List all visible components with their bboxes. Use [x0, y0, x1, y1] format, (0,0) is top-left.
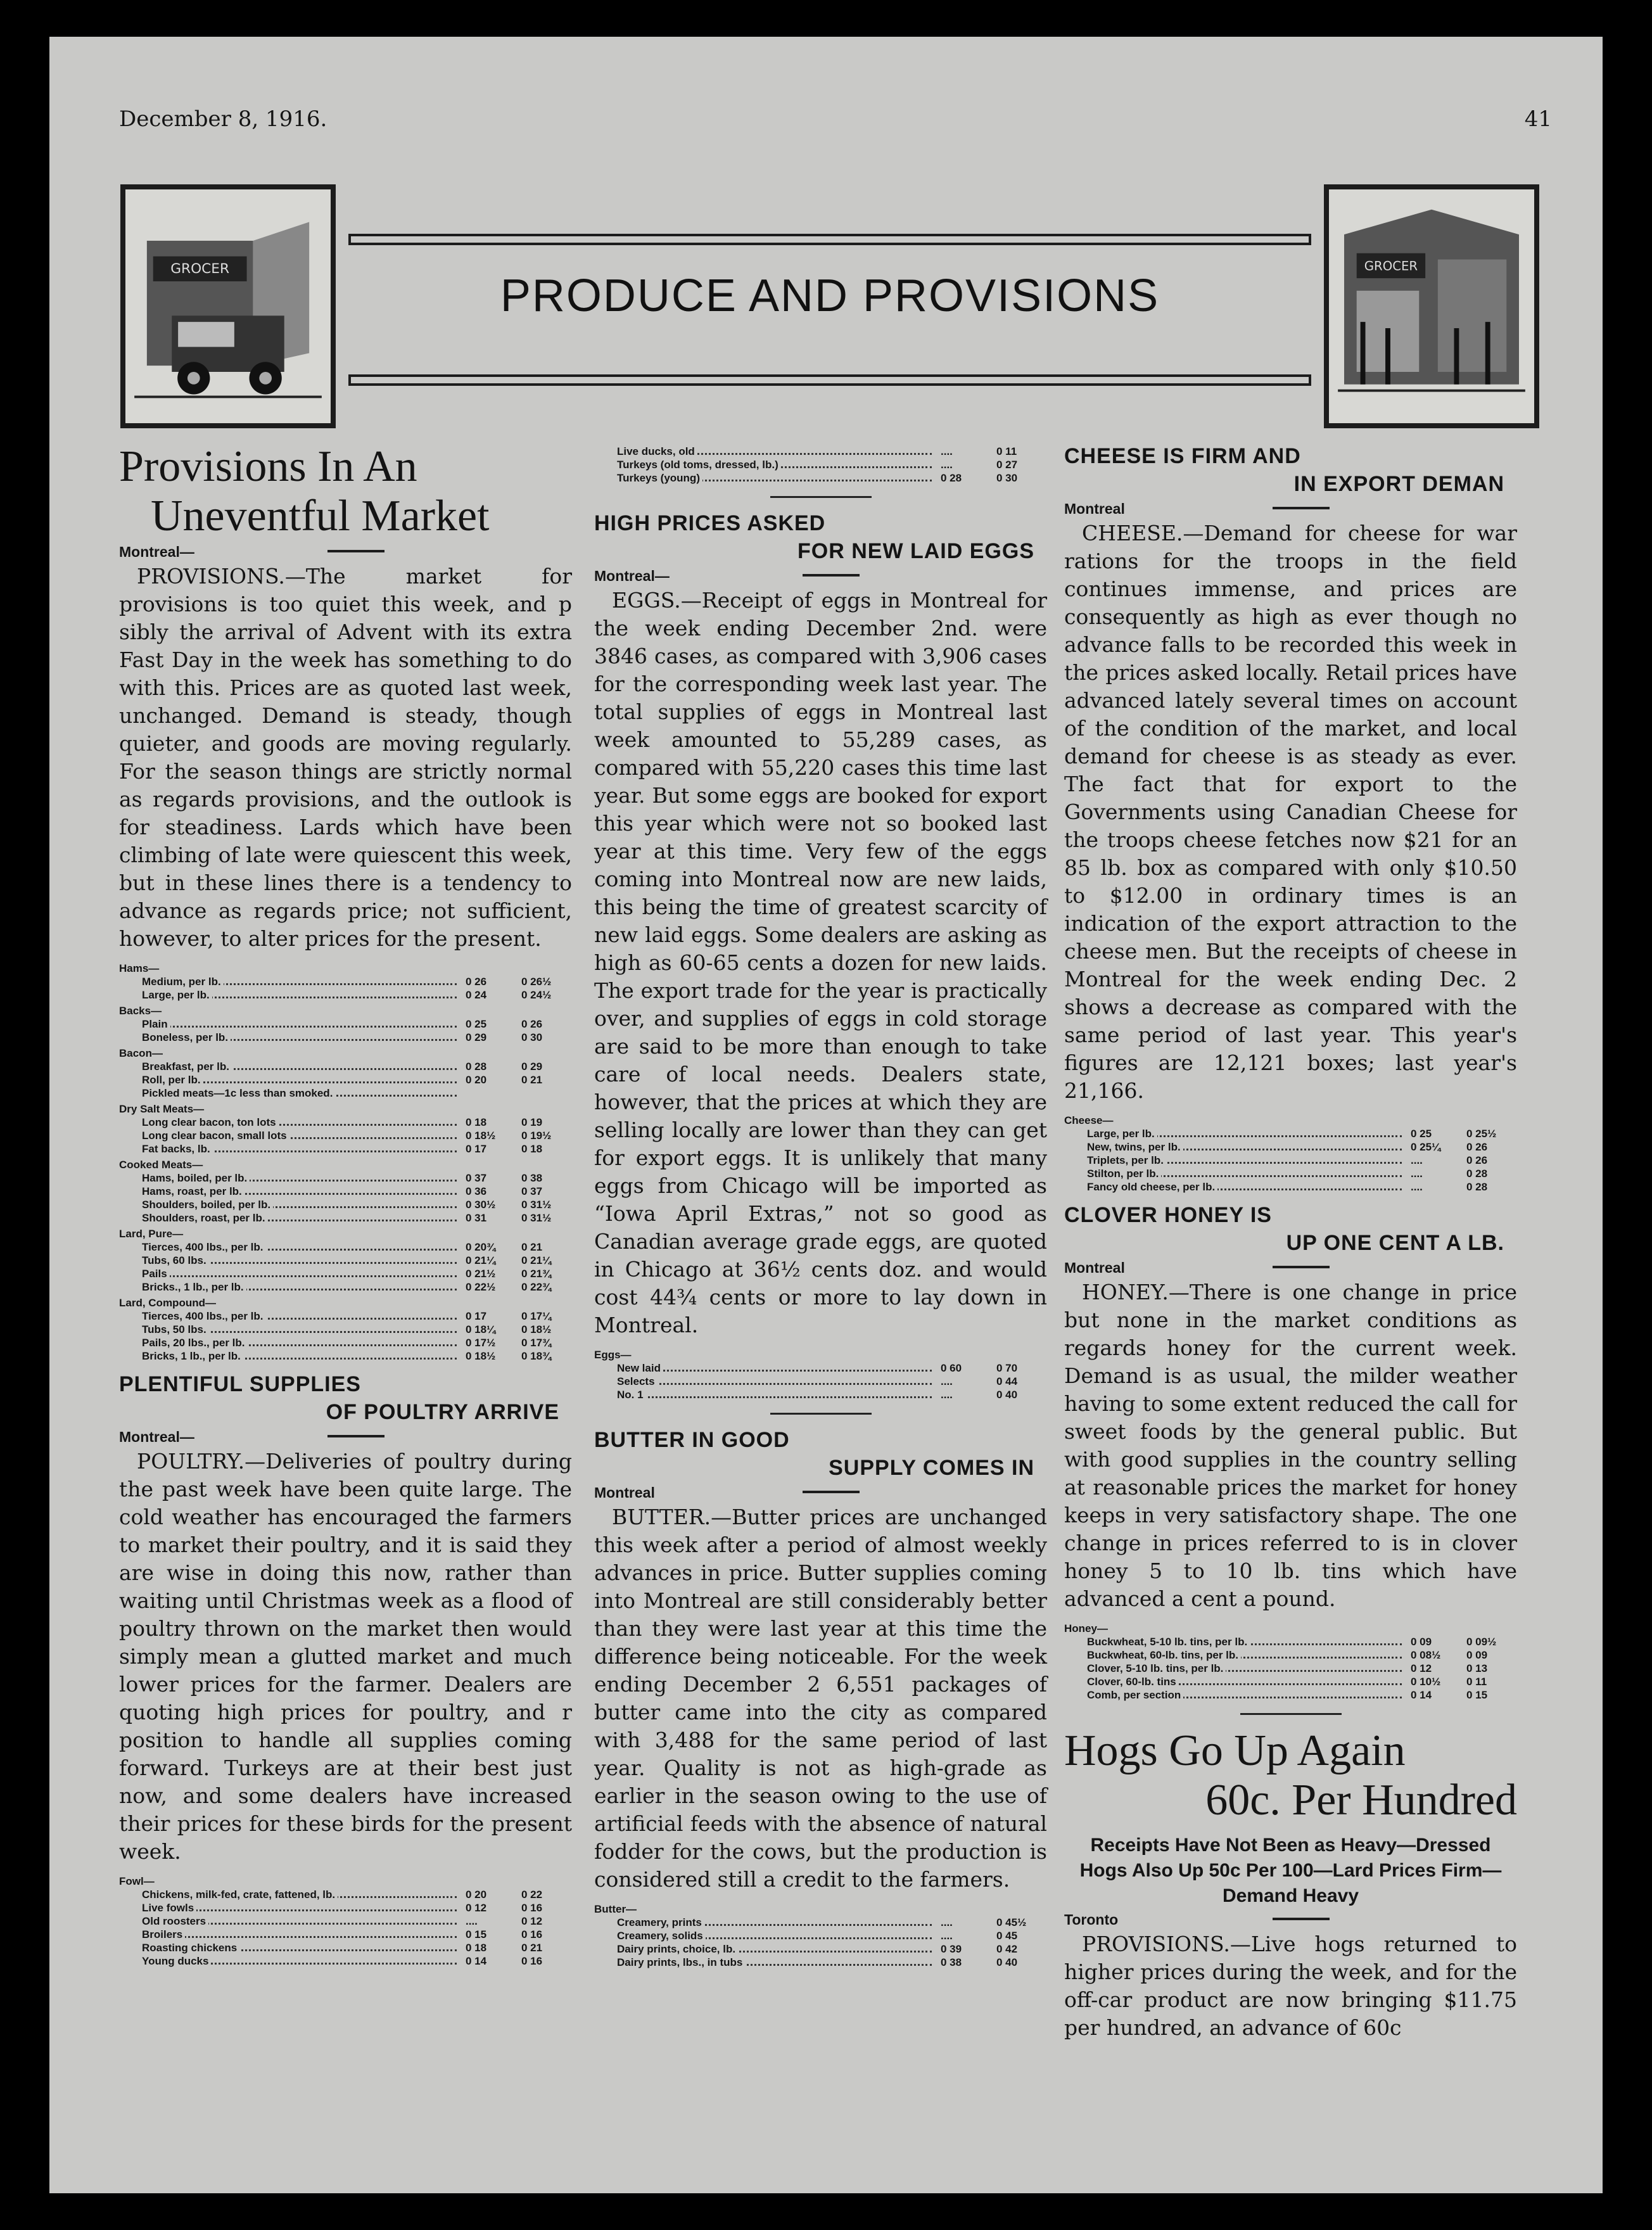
price-high: 0 11 — [1466, 1676, 1487, 1688]
price-high: 0 21 — [521, 1074, 543, 1086]
price-group-row — [119, 1225, 572, 1240]
eggs-article: EGGS.—Receipt of eggs in Montreal for the week ending December 2nd. were 3846 cases, as compared with 3,906 cases for the corresponding week last year. The total supplies of eggs in Montreal last week amounted to 55,289 cases, as compared with 55,220 cases this time last year. But some eggs are booked for export this year which were not so booked last year at this time. Very few of the eggs coming into Montreal now are new laids, this being the time of greatest scarcity of new laid eggs. Some dealers are asking as high as 60-65 cents a dozen for new laids. The export trade for the year is practically over, and supplies of eggs in cold storage are said to be more than enough to take care of local needs. Dealers state, however, that the prices at which they are selling locally are lower than they can get for export eggs. It is unlikely that many eggs from Chicago will be imported as “Iowa April Extras,” not so good as Canadian average grade eggs, are quoted in Chicago at 36½ cents doz. and would cost 44¾ cents or more to lay down in Montreal. — [594, 588, 1047, 1337]
price-item-label: Stilton, per lb. — [1064, 1168, 1161, 1180]
price-row — [1064, 1154, 1517, 1167]
price-row — [594, 1956, 1047, 1969]
price-row — [119, 1915, 572, 1928]
price-item-label: New, twins, per lb. — [1064, 1141, 1183, 1153]
price-item-label: Hams, boiled, per lb. — [119, 1172, 250, 1184]
price-row — [119, 1031, 572, 1044]
price-low: 0 15 — [466, 1928, 487, 1940]
price-item-label: Hams, roast, per lb. — [119, 1185, 245, 1197]
price-row — [119, 1280, 572, 1294]
price-item-label: New laid — [594, 1362, 663, 1374]
honey-dateline: Montreal — [1064, 1259, 1517, 1276]
banner-rule-top — [348, 234, 1311, 245]
price-low: 0 20 — [466, 1074, 487, 1086]
price-low: 0 20 — [466, 1889, 487, 1901]
price-item-label: Tierces, 400 lbs., per lb. — [119, 1310, 266, 1322]
column-separator — [1240, 1713, 1342, 1715]
cheese-price-table — [1064, 1111, 1517, 1194]
price-row — [1064, 1675, 1517, 1688]
price-low: 0 18½ — [466, 1350, 496, 1362]
price-row — [119, 1211, 572, 1225]
price-item-label: Fat backs, lb. — [119, 1143, 213, 1155]
poultry-headline-line-1: PLENTIFUL SUPPLIES — [119, 1372, 361, 1396]
hogs-headline-line-2: 60c. Per Hundred — [1205, 1776, 1517, 1825]
price-low: 0 08½ — [1411, 1649, 1441, 1661]
hogs-deck: Receipts Have Not Been as Heavy—Dressed Hogs Also Up 50c Per 100—Lard Prices Firm—Demand Heavy — [1079, 1835, 1502, 1906]
price-low: 0 31 — [466, 1212, 487, 1224]
price-high: 0 19 — [521, 1116, 543, 1128]
butter-headline — [594, 1426, 1047, 1482]
section-banner — [120, 184, 1539, 428]
price-row — [1064, 1127, 1517, 1140]
price-group-row — [119, 1294, 572, 1309]
price-high: 0 17¾ — [521, 1337, 552, 1349]
price-low: .... — [941, 459, 953, 471]
price-item-label: Turkeys (young) — [594, 472, 702, 484]
price-item-label: Bricks., 1 lb., per lb. — [119, 1281, 246, 1293]
price-low: 0 18¼ — [466, 1323, 496, 1335]
price-low: .... — [466, 1915, 478, 1927]
price-item-label: Medium, per lb. — [119, 976, 224, 988]
price-low: .... — [941, 1375, 953, 1387]
price-group-row — [119, 1044, 572, 1060]
price-high: 0 70 — [996, 1362, 1018, 1374]
poultry-headline-line-2: OF POULTRY ARRIVE — [326, 1400, 559, 1424]
price-low: 0 36 — [466, 1185, 487, 1197]
price-low: 0 17 — [466, 1143, 487, 1155]
price-item-label: Turkeys (old toms, dressed, lb.) — [594, 459, 781, 471]
price-row — [119, 1240, 572, 1254]
price-row — [119, 1073, 572, 1086]
grocer-truck-illustration — [120, 184, 336, 428]
price-high: 0 16 — [521, 1902, 543, 1914]
price-high: 0 19½ — [521, 1130, 552, 1142]
price-low: 0 24 — [466, 989, 487, 1001]
price-item-label: Long clear bacon, ton lots — [119, 1116, 279, 1128]
price-high: 0 18½ — [521, 1323, 552, 1335]
price-high: 0 24½ — [521, 989, 552, 1001]
price-item-label: Chickens, milk-fed, crate, fattened, lb. — [119, 1889, 338, 1901]
price-high: 0 45½ — [996, 1916, 1027, 1928]
price-row — [119, 1017, 572, 1031]
price-low: 0 12 — [1411, 1662, 1432, 1674]
grocer-truck-icon — [133, 197, 323, 416]
price-low: 0 20¾ — [466, 1241, 496, 1253]
poultry-headline — [119, 1370, 572, 1426]
hogs-headline — [1064, 1726, 1517, 1825]
price-group-label: Bacon— — [119, 1047, 163, 1059]
price-high: 0 25½ — [1466, 1128, 1497, 1140]
price-row — [594, 1929, 1047, 1942]
price-low: 0 25 — [1411, 1128, 1432, 1140]
price-group-label: Cheese— — [1064, 1114, 1114, 1126]
price-group-label: Butter— — [594, 1903, 637, 1915]
cheese-headline-line-1: CHEESE IS FIRM AND — [1064, 444, 1301, 468]
price-row — [119, 1323, 572, 1336]
grocer-store-icon — [1337, 197, 1527, 416]
page-number: 41 — [1524, 106, 1552, 132]
price-low: 0 29 — [466, 1031, 487, 1043]
price-item-label: Live fowls — [119, 1902, 196, 1914]
svg-text:GROCER: GROCER — [170, 261, 230, 277]
price-high: 0 11 — [996, 445, 1017, 457]
banner-title-frame — [348, 184, 1311, 428]
svg-text:GROCER: GROCER — [1364, 258, 1418, 274]
price-row — [1064, 1688, 1517, 1702]
butter-article: BUTTER.—Butter prices are unchanged this week after a period of almost weekly advances in price. Butter supplies coming into Montreal are still considerably better than they were last year at this time the difference being noticeable. For the week ending December 2 6,551 packages of butter came into the city as compared with 3,488 for the same period of last year. Quality is not as high-grade as earlier in the season owing to the use of artificial feeds with the absence of natural fodder for the cows, but the production is considered still a credit to the farmers. — [594, 1505, 1047, 1892]
price-high: 0 09 — [1466, 1649, 1488, 1661]
price-row — [119, 975, 572, 988]
price-item-label: Shoulders, roast, per lb. — [119, 1212, 268, 1224]
price-item-label: Old roosters — [119, 1915, 208, 1927]
provisions-article: PROVISIONS.—The market for provisions is too quiet this week, and p sibly the arrival of Advent with its extra Fast Day in the week has something to do with this. Prices are as quoted last week, unchanged. Demand is steady, though quieter, and goods are moving regularly. For the season things are strictly normal as regards provisions, and the outlook is for steadiness. Lards which have been climbing of late were quiescent this week, but in these lines there is a tendency to advance as regards price; not sufficient, however, to alter prices for the present. — [119, 564, 572, 951]
price-row — [594, 1375, 1047, 1388]
price-low: 0 18 — [466, 1942, 487, 1954]
cheese-headline-line-2: IN EXPORT DEMAN — [1293, 472, 1504, 496]
section-title: PRODUCE AND PROVISIONS — [500, 271, 1160, 321]
hogs-article: PROVISIONS.—Live hogs returned to higher prices during the week, and for the off-car product are now bringing $11.75 per hundred, an advance of 60c — [1064, 1932, 1517, 2040]
price-row — [119, 1086, 572, 1100]
poultry-price-table — [119, 1872, 572, 1968]
ducks-turkeys-price-table — [594, 445, 1047, 485]
honey-article: HONEY.—There is one change in price but none in the market conditions as regards honey for the current week. Demand is as usual, the milder weather having to some extent reduced the call for sweet foods by the general public. But with good supplies in the country selling at reasonable prices the market for honey keeps in very satisfactory shape. The one change in prices referred to is in clover honey 5 to 10 lb. tins which have advanced a cent a pound. — [1064, 1280, 1517, 1611]
price-low: 0 14 — [466, 1955, 487, 1967]
price-group-label: Backs— — [119, 1005, 162, 1017]
price-item-label: Large, per lb. — [119, 989, 212, 1001]
price-high: 0 42 — [996, 1943, 1018, 1955]
cheese-article: CHEESE.—Demand for cheese for war rations for the troops in the field continues immense, and prices are consequently as high as ever though no advance falls to be recorded this week in the prices asked locally. Retail prices have advanced lately several times on account of the condition of the market, and local demand for cheese is as steady as ever. The fact that for export to the Governments using Canadian Cheese for the troops cheese fetches now $21 for an 85 lb. box as compared with only $10.50 to $12.00 in ordinary times is an indication of the export attraction to the cheese men. But the receipts of cheese in Montreal for the week ending Dec. 2 shows a decrease as compared with the same period of last year. This year's figures are 12,121 boxes; last year's 21,166. — [1064, 521, 1517, 1103]
eggs-price-table — [594, 1346, 1047, 1401]
column-1 — [119, 442, 572, 1975]
provisions-headline-line-2: Uneventful Market — [151, 492, 490, 540]
price-row — [1064, 1167, 1517, 1180]
price-high: 0 26½ — [521, 976, 552, 988]
price-high: 0 38 — [521, 1172, 543, 1184]
price-high: 0 18¾ — [521, 1350, 552, 1362]
price-group-label: Cooked Meats— — [119, 1159, 203, 1171]
price-group-row — [119, 1002, 572, 1017]
price-item-label: Live ducks, old — [594, 445, 697, 457]
price-high: 0 21 — [521, 1241, 543, 1253]
price-item-label: Long clear bacon, small lots — [119, 1130, 289, 1142]
price-item-label: Tierces, 400 lbs., per lb. — [119, 1241, 266, 1253]
price-row — [119, 1171, 572, 1185]
poultry-dateline: Montreal— — [119, 1429, 572, 1445]
price-row — [119, 1336, 572, 1349]
price-item-label: Shoulders, boiled, per lb. — [119, 1199, 273, 1211]
price-item-label: Roll, per lb. — [119, 1074, 203, 1086]
price-item-label: Creamery, prints — [594, 1916, 704, 1928]
price-low: .... — [1411, 1154, 1423, 1166]
honey-price-table — [1064, 1619, 1517, 1702]
price-item-label: Buckwheat, 60-lb. tins, per lb. — [1064, 1649, 1241, 1661]
price-high: 0 37 — [521, 1185, 543, 1197]
price-item-label: Young ducks — [119, 1955, 211, 1967]
price-high: 0 22 — [521, 1889, 543, 1901]
hogs-headline-line-1: Hogs Go Up Again — [1064, 1726, 1406, 1775]
price-low: 0 17 — [466, 1310, 487, 1322]
price-group-label: Lard, Compound— — [119, 1297, 216, 1309]
price-row — [119, 1185, 572, 1198]
price-high: 0 31½ — [521, 1199, 552, 1211]
price-high: 0 29 — [521, 1061, 543, 1073]
price-low: 0 37 — [466, 1172, 487, 1184]
price-high: 0 45 — [996, 1930, 1018, 1942]
price-group-row — [1064, 1111, 1517, 1127]
price-row — [594, 1916, 1047, 1929]
price-group-label: Lard, Pure— — [119, 1228, 184, 1240]
price-row — [119, 988, 572, 1002]
price-item-label: Clover, 60-lb. tins — [1064, 1676, 1179, 1688]
provisions-headline — [119, 442, 572, 541]
price-row — [1064, 1180, 1517, 1194]
price-low: 0 21¼ — [466, 1254, 496, 1266]
column-3 — [1064, 442, 1517, 2048]
price-item-label: Fancy old cheese, per lb. — [1064, 1181, 1217, 1193]
price-group-row — [594, 1900, 1047, 1916]
price-high: 0 15 — [1466, 1689, 1488, 1701]
price-item-label: Tubs, 50 lbs. — [119, 1323, 209, 1335]
price-row — [1064, 1635, 1517, 1648]
price-row — [594, 1361, 1047, 1375]
price-low: 0 38 — [941, 1956, 962, 1968]
price-item-label: Dairy prints, lbs., in tubs — [594, 1956, 745, 1968]
price-row — [1064, 1662, 1517, 1675]
price-high: 0 18 — [521, 1143, 543, 1155]
price-group-row — [119, 1872, 572, 1888]
price-item-label: Selects — [594, 1375, 658, 1387]
price-row — [119, 1254, 572, 1267]
price-low: 0 21½ — [466, 1268, 496, 1280]
price-low — [461, 1086, 516, 1100]
price-high: 0 21¼ — [521, 1254, 552, 1266]
price-low: 0 39 — [941, 1943, 962, 1955]
price-low: 0 22½ — [466, 1281, 496, 1293]
eggs-headline-line-2: FOR NEW LAID EGGS — [797, 539, 1034, 563]
price-item-label: Buckwheat, 5-10 lb. tins, per lb. — [1064, 1636, 1250, 1648]
price-low: .... — [1411, 1168, 1423, 1180]
price-item-label: Broilers — [119, 1928, 185, 1940]
price-high: 0 16 — [521, 1955, 543, 1967]
price-low: 0 18½ — [466, 1130, 496, 1142]
column-separator — [770, 496, 872, 498]
price-low: 0 28 — [466, 1061, 487, 1073]
price-high: 0 09½ — [1466, 1636, 1497, 1648]
price-item-label: Triplets, per lb. — [1064, 1154, 1166, 1166]
provisions-price-table — [119, 959, 572, 1363]
price-low: 0 60 — [941, 1362, 962, 1374]
price-high: 0 16 — [521, 1928, 543, 1940]
price-low: 0 12 — [466, 1902, 487, 1914]
price-high: 0 26 — [1466, 1141, 1488, 1153]
poultry-article: POULTRY.—Deliveries of poultry during the past week have been quite large. The cold weather has encouraged the farmers to market their poultry, and it is said they are wise in doing this now, rather than waiting until Christmas week as a flood of poultry thrown on the market then would simply mean a glutted market and much lower prices for the farmer. Dealers are quoting high prices for poultry, and r position to handle all supplies coming forward. Turkeys are at their best just now, and some dealers have increased their prices for these birds for the present week. — [119, 1449, 572, 1864]
price-high: 0 28 — [1466, 1181, 1488, 1193]
price-high — [516, 1086, 572, 1100]
price-low: .... — [941, 445, 953, 457]
price-low: .... — [941, 1389, 953, 1401]
price-item-label: Pickled meats—1c less than smoked. — [119, 1087, 335, 1099]
price-row — [119, 1060, 572, 1073]
price-row — [119, 1309, 572, 1323]
price-low: .... — [941, 1916, 953, 1928]
price-item-label: Clover, 5-10 lb. tins, per lb. — [1064, 1662, 1226, 1674]
grocer-store-illustration — [1324, 184, 1539, 428]
price-high: 0 21¾ — [521, 1268, 552, 1280]
price-row — [1064, 1648, 1517, 1662]
price-item-label: Tubs, 60 lbs. — [119, 1254, 209, 1266]
provisions-dateline: Montreal— — [119, 544, 572, 560]
price-item-label: Pails, 20 lbs., per lb. — [119, 1337, 248, 1349]
price-row — [1064, 1140, 1517, 1154]
price-group-row — [119, 959, 572, 975]
price-low: 0 17½ — [466, 1337, 496, 1349]
price-low: .... — [1411, 1181, 1423, 1193]
price-row — [119, 1901, 572, 1915]
price-group-row — [594, 1346, 1047, 1361]
price-group-row — [1064, 1619, 1517, 1635]
butter-headline-line-1: BUTTER IN GOOD — [594, 1428, 790, 1452]
price-group-label: Fowl— — [119, 1875, 155, 1887]
price-low: 0 25 — [466, 1018, 487, 1030]
price-row — [119, 1129, 572, 1142]
price-row — [119, 1116, 572, 1129]
price-item-label: Dairy prints, choice, lb. — [594, 1943, 738, 1955]
price-group-label: Dry Salt Meats— — [119, 1103, 205, 1115]
butter-headline-line-2: SUPPLY COMES IN — [829, 1456, 1034, 1480]
column-separator — [770, 1413, 872, 1415]
price-high: 0 40 — [996, 1956, 1018, 1968]
price-group-row — [119, 1156, 572, 1171]
price-row — [594, 1388, 1047, 1401]
price-group-label: Eggs— — [594, 1349, 632, 1361]
price-row — [119, 1349, 572, 1363]
price-item-label: Breakfast, per lb. — [119, 1061, 232, 1073]
price-high: 0 44 — [996, 1375, 1018, 1387]
price-group-label: Honey— — [1064, 1622, 1108, 1634]
price-item-label: Plain — [119, 1018, 170, 1030]
price-high: 0 30 — [996, 472, 1018, 484]
price-row — [119, 1941, 572, 1954]
price-group-label: Hams— — [119, 962, 160, 974]
price-high: 0 30 — [521, 1031, 543, 1043]
price-item-label: Bricks, 1 lb., per lb. — [119, 1350, 243, 1362]
price-item-label: Large, per lb. — [1064, 1128, 1157, 1140]
price-item-label: Roasting chickens — [119, 1942, 239, 1954]
price-low: .... — [941, 1930, 953, 1942]
price-low: 0 10½ — [1411, 1676, 1441, 1688]
price-high: 0 40 — [996, 1389, 1018, 1401]
price-high: 0 17¼ — [521, 1310, 552, 1322]
honey-headline-line-1: CLOVER HONEY IS — [1064, 1203, 1272, 1227]
price-low: 0 26 — [466, 976, 487, 988]
price-high: 0 21 — [521, 1942, 543, 1954]
price-low: 0 14 — [1411, 1689, 1432, 1701]
price-row — [119, 1142, 572, 1156]
price-low: 0 18 — [466, 1116, 487, 1128]
price-item-label: Creamery, solids — [594, 1930, 706, 1942]
price-high: 0 12 — [521, 1915, 543, 1927]
eggs-headline — [594, 509, 1047, 565]
page — [49, 37, 1603, 2193]
price-row — [594, 445, 1047, 458]
eggs-dateline: Montreal— — [594, 568, 1047, 584]
price-item-label: No. 1 — [594, 1389, 646, 1401]
butter-dateline: Montreal — [594, 1484, 1047, 1501]
price-low: 0 30½ — [466, 1199, 496, 1211]
price-item-label: Boneless, per lb. — [119, 1031, 231, 1043]
price-row — [119, 1954, 572, 1968]
column-2 — [594, 442, 1047, 1977]
butter-price-table — [594, 1900, 1047, 1969]
price-high: 0 27 — [996, 459, 1018, 471]
price-high: 0 26 — [521, 1018, 543, 1030]
price-item-label: Comb, per section — [1064, 1689, 1183, 1701]
hogs-dateline: Toronto — [1064, 1911, 1517, 1928]
price-row — [119, 1198, 572, 1211]
issue-date: December 8, 1916. — [119, 106, 327, 132]
price-low: 0 09 — [1411, 1636, 1432, 1648]
price-item-label: Pails — [119, 1268, 170, 1280]
banner-rule-bottom — [348, 374, 1311, 386]
price-row — [594, 471, 1047, 485]
eggs-headline-line-1: HIGH PRICES ASKED — [594, 511, 826, 535]
price-row — [119, 1928, 572, 1941]
price-low: 0 28 — [941, 472, 962, 484]
price-high: 0 31½ — [521, 1212, 552, 1224]
price-group-row — [119, 1100, 572, 1116]
cheese-headline — [1064, 442, 1517, 498]
price-row — [119, 1888, 572, 1901]
price-row — [594, 1942, 1047, 1956]
price-high: 0 26 — [1466, 1154, 1488, 1166]
honey-headline — [1064, 1201, 1517, 1257]
price-row — [119, 1267, 572, 1280]
price-high: 0 22¾ — [521, 1281, 552, 1293]
price-high: 0 13 — [1466, 1662, 1488, 1674]
price-row — [594, 458, 1047, 471]
cheese-dateline: Montreal — [1064, 500, 1517, 517]
honey-headline-line-2: UP ONE CENT A LB. — [1286, 1231, 1504, 1255]
price-high: 0 28 — [1466, 1168, 1488, 1180]
provisions-headline-line-1: Provisions In An — [119, 442, 417, 491]
price-low: 0 25¼ — [1411, 1141, 1441, 1153]
